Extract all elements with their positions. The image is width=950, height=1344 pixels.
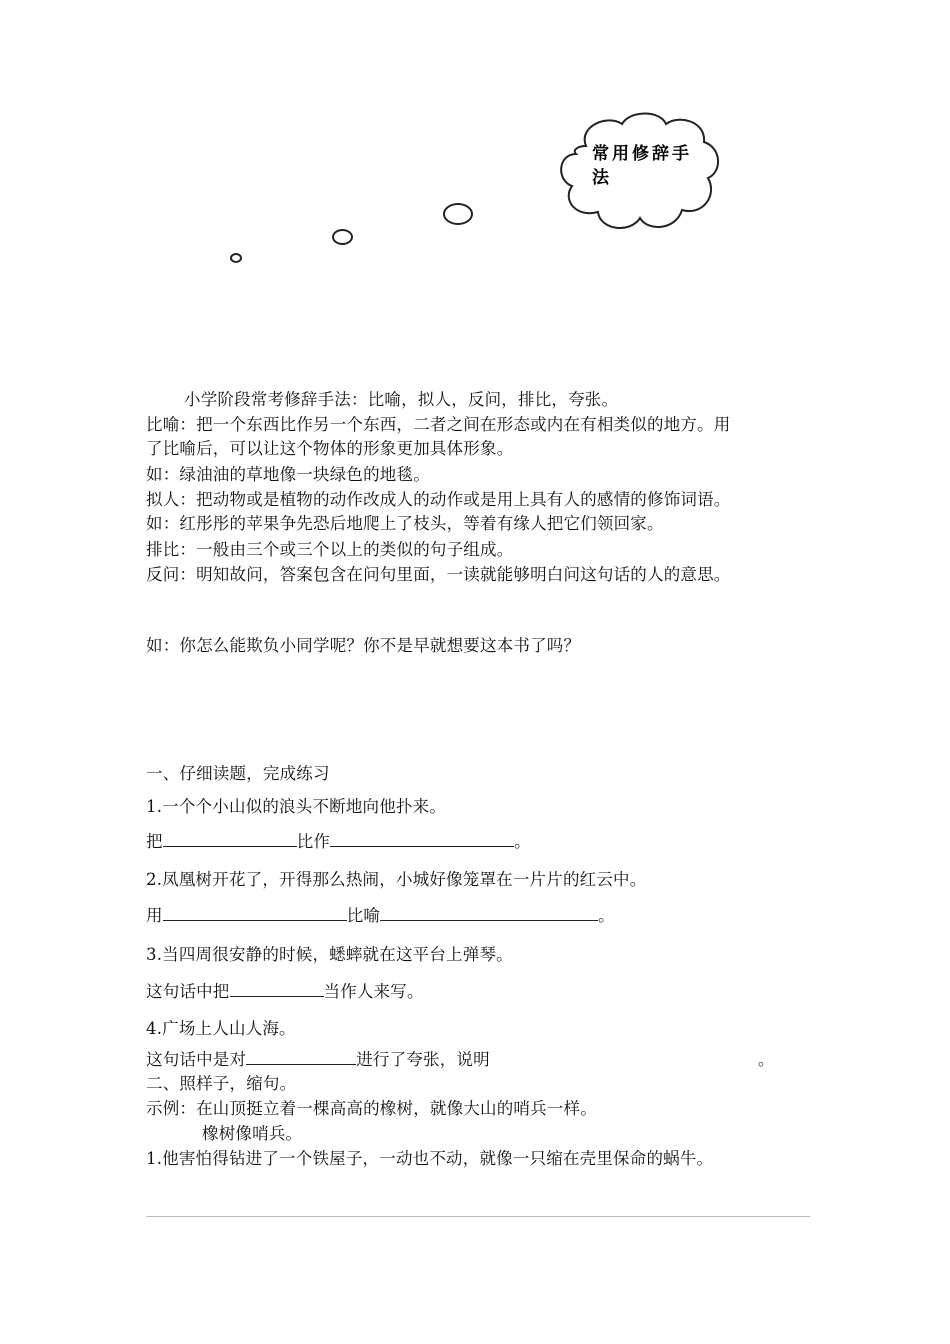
section1-q3-answer xyxy=(146,980,424,1004)
simile-example: 如：绿油油的草地像一块绿色的地毯。 xyxy=(146,465,430,484)
q1-end: 。 xyxy=(514,832,531,851)
q4-end: 。 xyxy=(757,1050,775,1069)
thought-bubble-small xyxy=(230,253,242,263)
section2-example-answer: 橡树像哨兵。 xyxy=(202,1124,303,1143)
section2-example: 示例：在山顶挺立着一棵高高的橡树，就像大山的哨兵一样。 xyxy=(146,1099,597,1118)
section1-heading: 一、仔细读题，完成练习 xyxy=(146,764,330,783)
simile-definition-2: 了比喻后，可以让这个物体的形象更加具体形象。 xyxy=(146,439,514,458)
q3-suffix: 当作人来写。 xyxy=(323,982,424,1001)
section1-q4-answer xyxy=(146,1048,775,1072)
section1-q1: 1.一个个小山似的浪头不断地向他扑来。 xyxy=(146,797,447,816)
section2-heading: 二、照样子，缩句。 xyxy=(146,1074,297,1093)
page-divider xyxy=(146,1216,810,1217)
q4-prefix: 这句话中是对 xyxy=(146,1050,247,1069)
section2-q1: 1.他害怕得钻进了一个铁屋子，一动也不动，就像一只缩在壳里保命的蜗牛。 xyxy=(146,1149,714,1168)
section1-q2: 2.凤凰树开花了，开得那么热闹，小城好像笼罩在一片片的红云中。 xyxy=(146,870,647,889)
q3-prefix: 这句话中把 xyxy=(146,982,230,1001)
personification-example: 如：红彤彤的苹果争先恐后地爬上了枝头，等着有缘人把它们领回家。 xyxy=(146,514,664,533)
personification-definition: 拟人：把动物或是植物的动作改成人的动作或是用上具有人的感情的修饰词语。 xyxy=(146,490,731,509)
section1-q4: 4.广场上人山人海。 xyxy=(146,1019,296,1038)
section1-q1-answer xyxy=(146,830,531,854)
q4-blank-1[interactable] xyxy=(246,1048,356,1065)
rhetorical-example: 如：你怎么能欺负小同学呢？你不是早就想要这本书了吗？ xyxy=(146,636,581,655)
q2-end: 。 xyxy=(598,906,615,925)
q2-blank-1[interactable] xyxy=(163,904,347,921)
q4-middle: 进行了夸张，说明 xyxy=(356,1050,490,1069)
parallelism-definition: 排比：一般由三个或三个以上的类似的句子组成。 xyxy=(146,540,514,559)
thought-bubble-medium xyxy=(332,229,353,245)
q2-blank-2[interactable] xyxy=(380,904,598,921)
simile-definition-1: 比喻：把一个东西比作另一个东西，二者之间在形态或内在有相类似的地方。用 xyxy=(146,415,731,434)
section1-q2-answer xyxy=(146,904,615,928)
q1-prefix: 把 xyxy=(146,832,163,851)
q2-middle: 比喻 xyxy=(346,906,381,925)
q2-prefix: 用 xyxy=(146,906,163,925)
q1-blank-1[interactable] xyxy=(163,830,297,847)
intro-line: 小学阶段常考修辞手法：比喻，拟人，反问，排比，夸张。 xyxy=(184,390,619,409)
cloud-title: 常用修辞手法 xyxy=(592,144,692,188)
q1-blank-2[interactable] xyxy=(330,830,514,847)
section1-q3: 3.当四周很安静的时候，蟋蟀就在这平台上弹琴。 xyxy=(146,945,513,964)
q3-blank-1[interactable] xyxy=(230,980,324,997)
thought-bubble-large xyxy=(443,203,473,225)
rhetorical-definition: 反问：明知故问，答案包含在问句里面，一读就能够明白问这句话的人的意思。 xyxy=(146,565,731,584)
q1-middle: 比作 xyxy=(296,832,331,851)
